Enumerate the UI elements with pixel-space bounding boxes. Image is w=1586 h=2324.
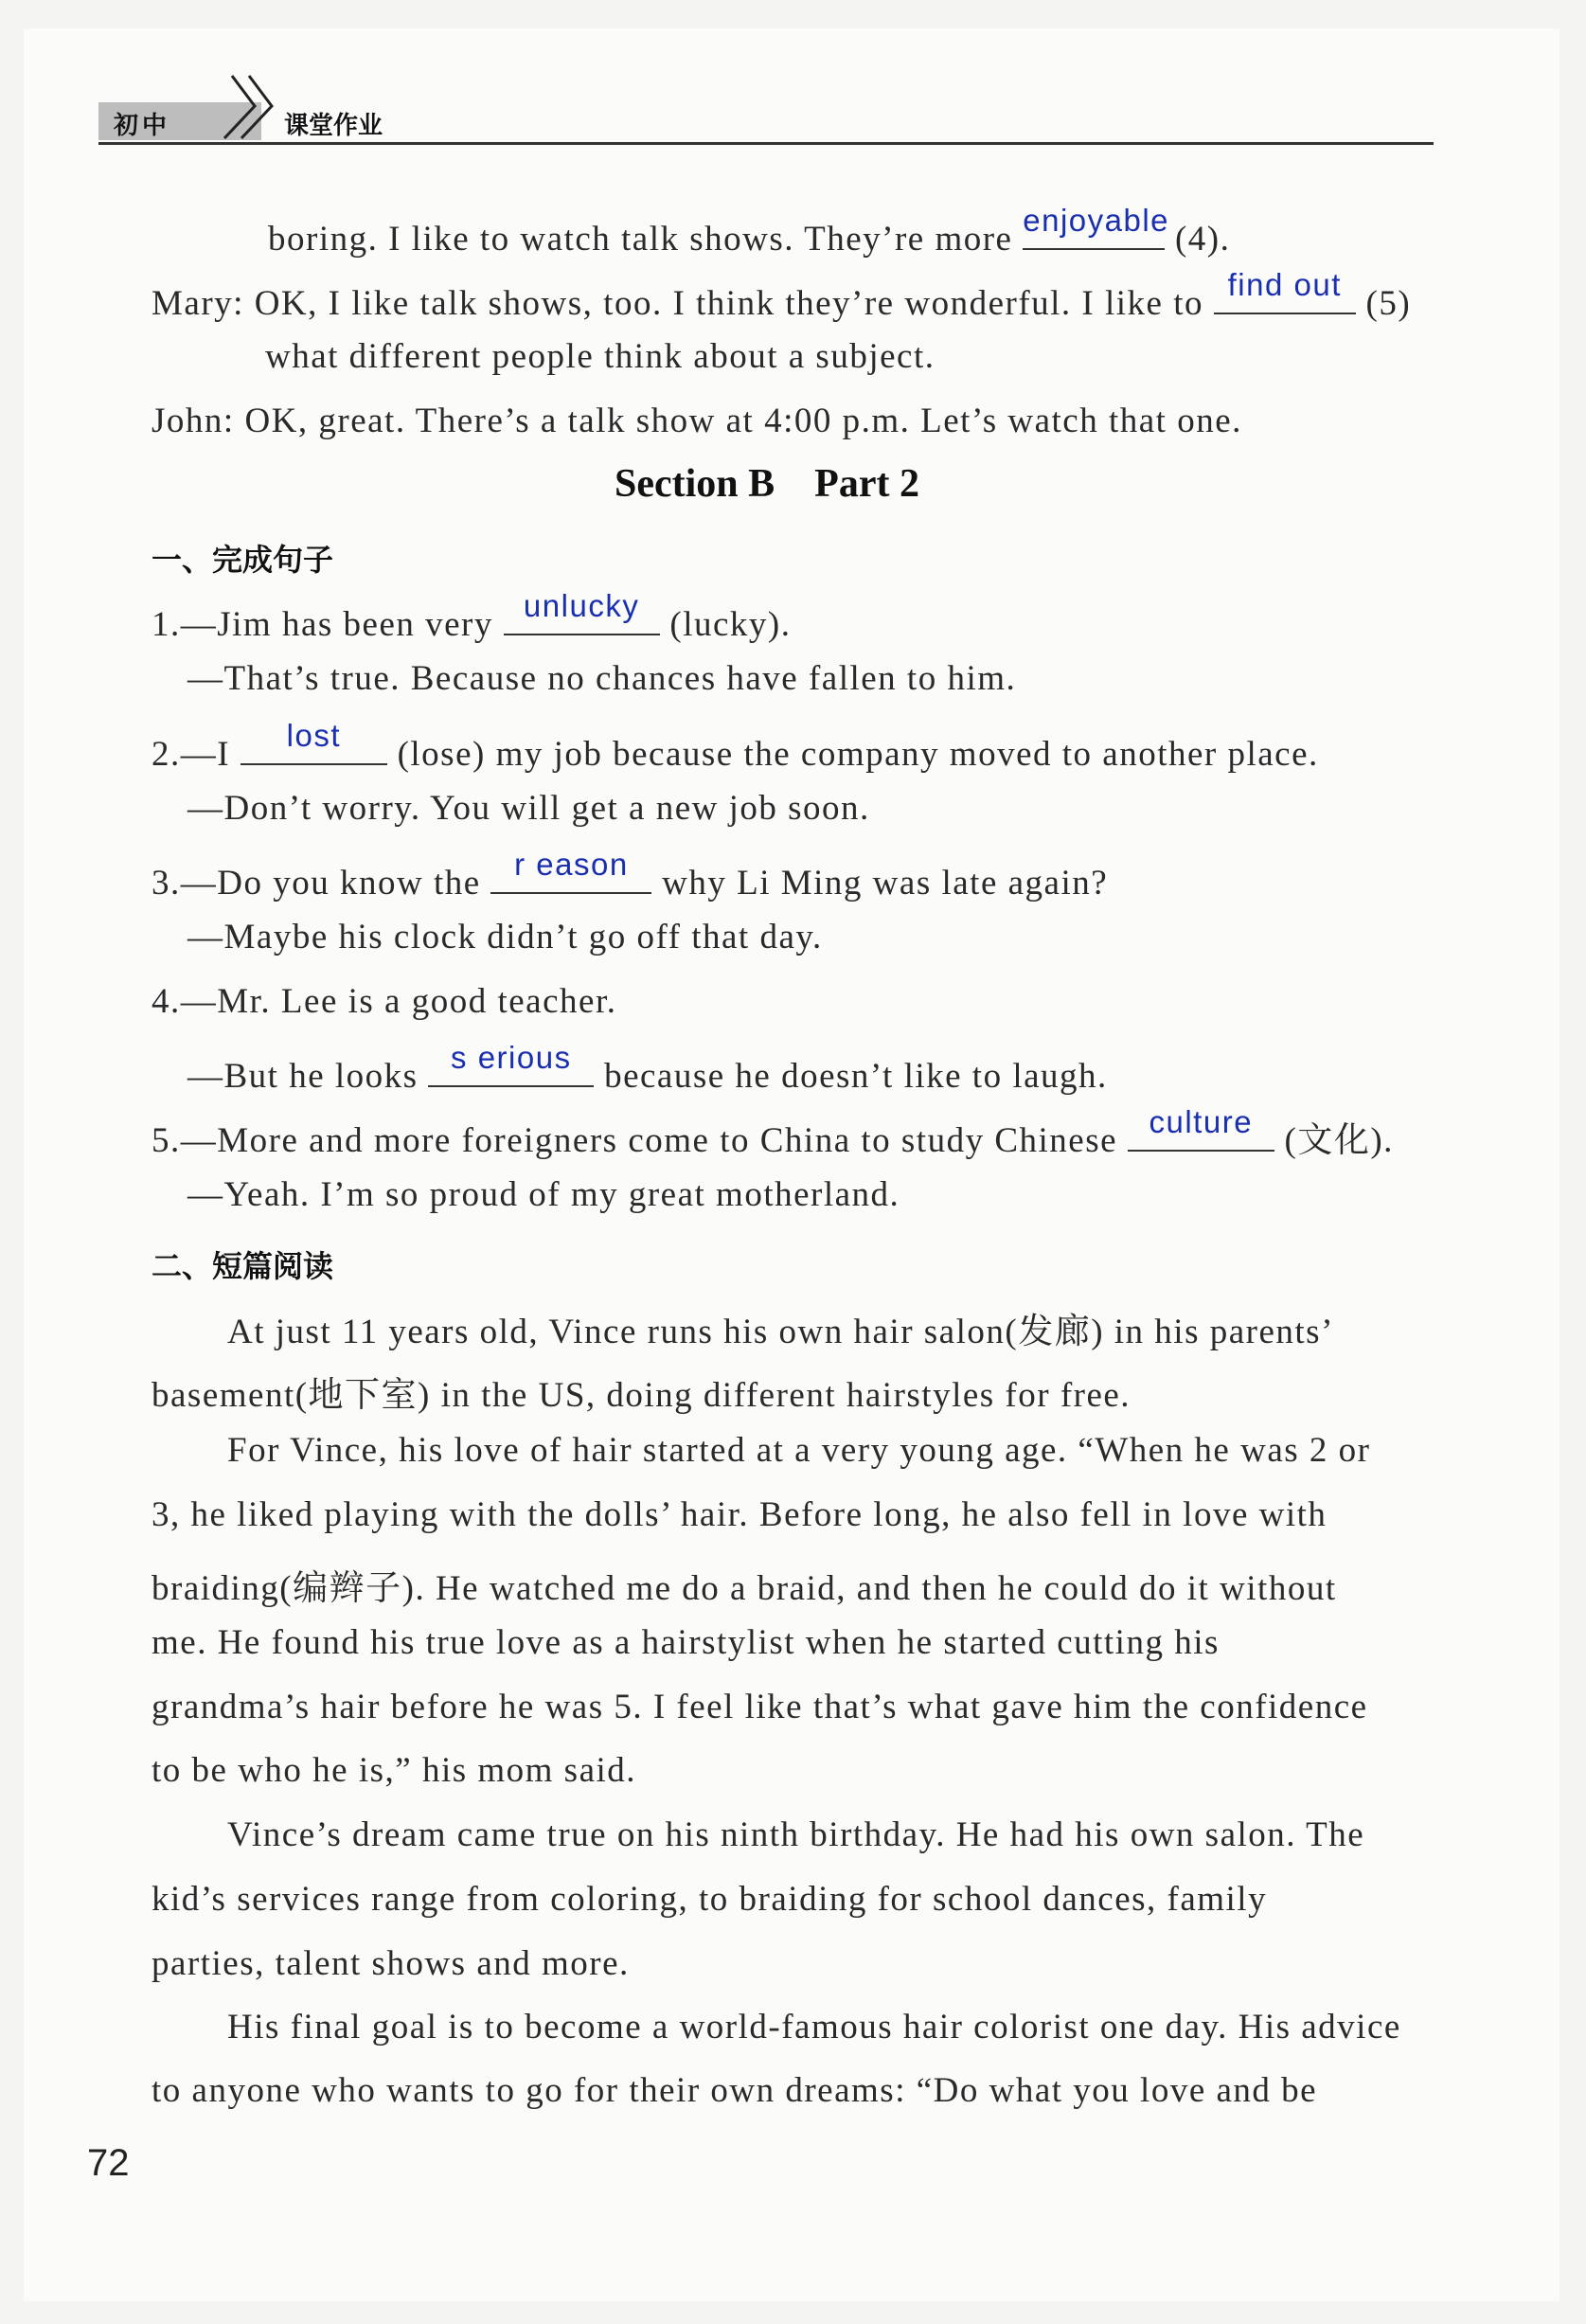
answer-blank-q2: lost: [241, 722, 387, 765]
question-3-reply: —Maybe his clock didn’t go off that day.: [187, 918, 823, 956]
question-3: 3.—Do you know the r eason why Li Ming was late again?: [151, 847, 1109, 903]
question-4: 4.—Mr. Lee is a good teacher.: [151, 982, 617, 1021]
question-1: 1.—Jim has been very unlucky (lucky).: [151, 588, 792, 644]
answer-blank-5: find out: [1214, 271, 1356, 314]
speaker-mary: Mary:: [151, 284, 244, 323]
header-rule: [98, 142, 1434, 145]
dialogue-line-3: what different people think about a subject.: [265, 337, 936, 376]
series-title: 课堂作业: [284, 112, 383, 140]
part2-heading: 二、短篇阅读: [151, 1248, 334, 1284]
dialogue-line-4: John: OK, great. There’s a talk show at 4:00 p.m. Let’s watch that one.: [151, 402, 1242, 440]
double-chevron-icon: [213, 68, 289, 144]
level-label: 初中: [114, 112, 171, 140]
reading-line: grandma’s hair before he was 5. I feel like that’s what gave him the confidence: [151, 1688, 1368, 1726]
reading-line: parties, talent shows and more.: [151, 1944, 630, 1983]
answer-blank-q1: unlucky: [504, 592, 660, 635]
speaker-john: John:: [151, 402, 235, 440]
dialogue-line-2: Mary: OK, I like talk shows, too. I think they’re wonderful. I like to find out (5): [151, 267, 1412, 323]
reading-line: At just 11 years old, Vince runs his own hair salon(发廊) in his parents’: [227, 1313, 1334, 1351]
reading-line: to anyone who wants to go for their own dreams: “Do what you love and be: [151, 2071, 1318, 2110]
question-2-reply: —Don’t worry. You will get a new job soon.: [187, 789, 870, 828]
reading-line: For Vince, his love of hair started at a very young age. “When he was 2 or: [227, 1431, 1371, 1470]
question-2: 2.—I lost (lose) my job because the company moved to another place.: [151, 718, 1319, 774]
answer-blank-q3: r eason: [490, 850, 651, 894]
question-1-reply: —That’s true. Because no chances have fallen to him.: [187, 659, 1017, 698]
reading-line: His final goal is to become a world-famous hair colorist one day. His advice: [227, 2008, 1401, 2047]
question-5: 5.—More and more foreigners come to China to study Chinese culture (文化).: [151, 1104, 1394, 1160]
reading-line: to be who he is,” his mom said.: [151, 1751, 637, 1790]
reading-line: Vince’s dream came true on his ninth birthday. He had his own salon. The: [227, 1815, 1365, 1854]
question-4-reply: —But he looks s erious because he doesn’t like to laugh.: [187, 1040, 1108, 1096]
answer-blank-4: enjoyable: [1023, 206, 1165, 250]
answer-blank-q4: s erious: [428, 1044, 594, 1087]
reading-line: basement(地下室) in the US, doing different hairstyles for free.: [151, 1376, 1132, 1415]
part1-heading: 一、完成句子: [151, 542, 334, 578]
dialogue-line-1: boring. I like to watch talk shows. They’re more enjoyable (4).: [268, 203, 1231, 259]
reading-line: me. He found his true love as a hairstylist when he started cutting his: [151, 1623, 1220, 1662]
reading-line: 3, he liked playing with the dolls’ hair. Before long, he also fell in love with: [151, 1495, 1328, 1534]
reading-line: braiding(编辫子). He watched me do a braid, and then he could do it without: [151, 1569, 1337, 1608]
question-5-reply: —Yeah. I’m so proud of my great motherland.: [187, 1175, 900, 1214]
reading-line: kid’s services range from coloring, to braiding for school dances, family: [151, 1880, 1268, 1919]
answer-blank-q5: culture: [1128, 1108, 1274, 1152]
page-number: 72: [87, 2142, 130, 2184]
section-title: Section B Part 2: [615, 462, 919, 506]
